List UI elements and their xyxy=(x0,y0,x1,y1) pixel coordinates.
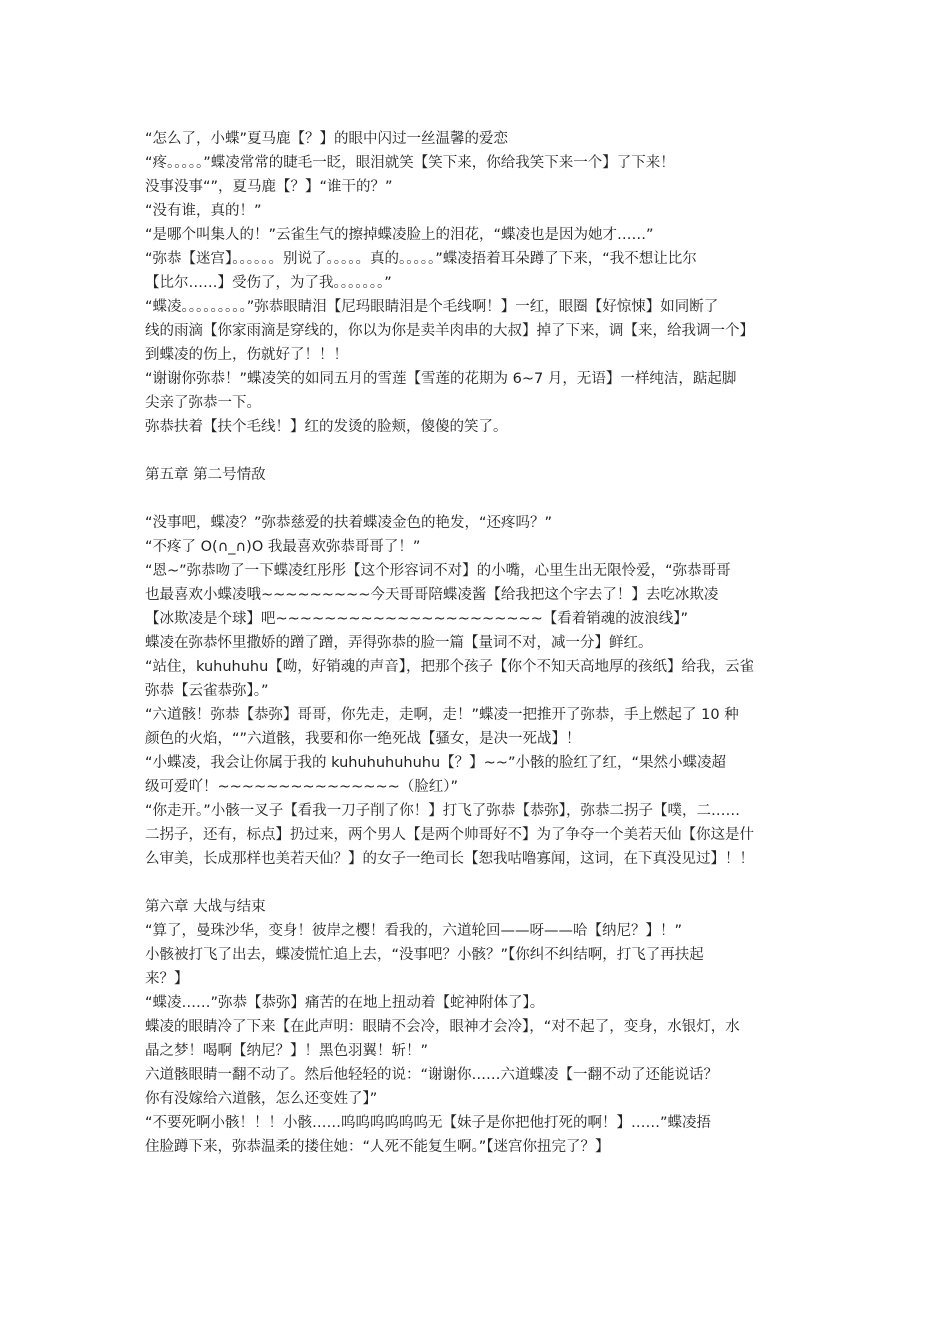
text-line: 没事没事“”，夏马鹿【？】“谁干的？” xyxy=(145,179,393,195)
text-line: “小蝶凌，我会让你属于我的 kuhuhuhuhuhu【？】~~”小骸的脸红了红，“果然小蝶凌超 xyxy=(145,755,726,771)
text-line: 蝶凌的眼睛冷了下来【在此声明：眼睛不会冷，眼神才会冷】，“对不起了，变身，水银灯，水 xyxy=(145,1019,740,1035)
document-page xyxy=(145,127,813,1159)
text-line: 尖亲了弥恭一下。 xyxy=(145,395,261,411)
text-line: “怎么了，小蝶”夏马鹿【？】的眼中闪过一丝温馨的爱恋 xyxy=(145,131,509,147)
text-line: 【冰欺凌是个球】吧~~~~~~~~~~~~~~~~~~~~~~【看着销魂的波浪线】” xyxy=(145,611,689,627)
text-line: “弥恭【迷宫】。。。。。。别说了。。。。。真的。。。。。”蝶凌捂着耳朵蹲了下来，“我不想让比尔 xyxy=(145,251,697,267)
text-line: 弥恭扶着【扶个毛线！】红的发烫的脸颊，傻傻的笑了。 xyxy=(145,419,508,435)
text-line: 【比尔……】受伤了，为了我。。。。。。。” xyxy=(145,275,392,291)
text-line: 六道骸眼睛一翻不动了。然后他轻轻的说：“谢谢你……六道蝶凌【一翻不动了还能说话？ xyxy=(145,1067,719,1083)
text-line: “谢谢你弥恭！”蝶凌笑的如同五月的雪莲【雪莲的花期为 6~7 月，无语】一样纯洁，踮起脚 xyxy=(145,371,737,387)
text-line: 级可爱吖！~~~~~~~~~~~~~~~（脸红）” xyxy=(145,779,459,795)
text-line: “不要死啊小骸！！！小骸……呜呜呜呜呜呜无【妹子是你把他打死的啊！】……”蝶凌捂 xyxy=(145,1115,712,1131)
text-line: “没有谁，真的！” xyxy=(145,203,262,219)
text-line: “恩~”弥恭吻了一下蝶凌红彤彤【这个形容词不对】的小嘴，心里生出无限怜爱，“弥恭哥哥 xyxy=(145,563,731,579)
text-line: 小骸被打飞了出去，蝶凌慌忙追上去，“没事吧？小骸？”【你纠不纠结啊，打飞了再扶起 xyxy=(145,947,704,963)
text-line: 颜色的火焰，“”六道骸，我要和你一绝死战【骚女，是决一死战】！ xyxy=(145,731,581,747)
text-line: “你走开。”小骸一叉子【看我一刀子削了你！】打飞了弥恭【恭弥】，弥恭二拐子【噗，二…… xyxy=(145,803,741,819)
text-line: 线的雨滴【你家雨滴是穿线的，你以为你是卖羊肉串的大叔】掉了下来，调【来，给我调一个】 xyxy=(145,323,754,339)
paragraph-block-3 xyxy=(145,919,813,1159)
paragraph-block-2 xyxy=(145,511,813,871)
text-line: “蝶凌……”弥恭【恭弥】痛苦的在地上扭动着【蛇神附体了】。 xyxy=(145,995,545,1011)
text-line: “六道骸！弥恭【恭弥】哥哥，你先走，走啊，走！”蝶凌一把推开了弥恭，手上燃起了 10 种 xyxy=(145,707,739,723)
text-line: 到蝶凌的伤上，伤就好了！！！ xyxy=(145,347,348,363)
text-line: 晶之梦！喝啊【纳尼？】！黑色羽翼！斩！” xyxy=(145,1043,429,1059)
text-line: “没事吧，蝶凌？”弥恭慈爱的扶着蝶凌金色的艳发，“还疼吗？” xyxy=(145,515,553,531)
text-line: “算了，曼珠沙华，变身！彼岸之樱！看我的，六道轮回——呀——哈【纳尼？】！” xyxy=(145,923,683,939)
text-line: “站住，kuhuhuhu【呦，好销魂的声音】，把那个孩子【你个不知天高地厚的孩纸】给我，云雀 xyxy=(145,659,755,675)
chapter-5-title: 第五章 第二号情敌 xyxy=(145,467,266,483)
paragraph-block-1 xyxy=(145,127,813,439)
text-line: “不疼了 O(∩_∩)O 我最喜欢弥恭哥哥了！” xyxy=(145,539,421,555)
text-line: 住脸蹲下来，弥恭温柔的搂住她：“人死不能复生啊。”【迷宫你扭完了？】 xyxy=(145,1139,610,1155)
text-line: “是哪个叫集人的！”云雀生气的擦掉蝶凌脸上的泪花，“蝶凌也是因为她才……” xyxy=(145,227,654,243)
text-line: 弥恭【云雀恭弥】。” xyxy=(145,683,269,699)
text-line: “蝶凌。。。。。。。。。”弥恭眼睛泪【尼玛眼睛泪是个毛线啊！】一红，眼圈【好惊悚】如同断了 xyxy=(145,299,719,315)
text-line: 也最喜欢小蝶凌哦~~~~~~~~~今天哥哥陪蝶凌酱【给我把这个字去了！】去吃冰欺凌 xyxy=(145,587,719,603)
text-line: 么审美，长成那样也美若天仙？】的女子一绝司长【恕我咕噜寡闻，这词，在下真没见过】！！ xyxy=(145,851,754,867)
text-line: 你有没嫁给六道骸，怎么还变姓了】” xyxy=(145,1091,378,1107)
chapter-6-title: 第六章 大战与结束 xyxy=(145,899,266,915)
text-line: “疼。。。。。”蝶凌常常的睫毛一眨，眼泪就笑【笑下来，你给我笑下来一个】了下来！ xyxy=(145,155,675,171)
text-line: 二拐子，还有，标点】扔过来，两个男人【是两个帅哥好不】为了争夺一个美若天仙【你这是什 xyxy=(145,827,754,843)
text-line: 蝶凌在弥恭怀里撒娇的蹭了蹭，弄得弥恭的脸一篇【量词不对，减一分】鲜红。 xyxy=(145,635,653,651)
text-line: 来？】 xyxy=(145,971,189,987)
